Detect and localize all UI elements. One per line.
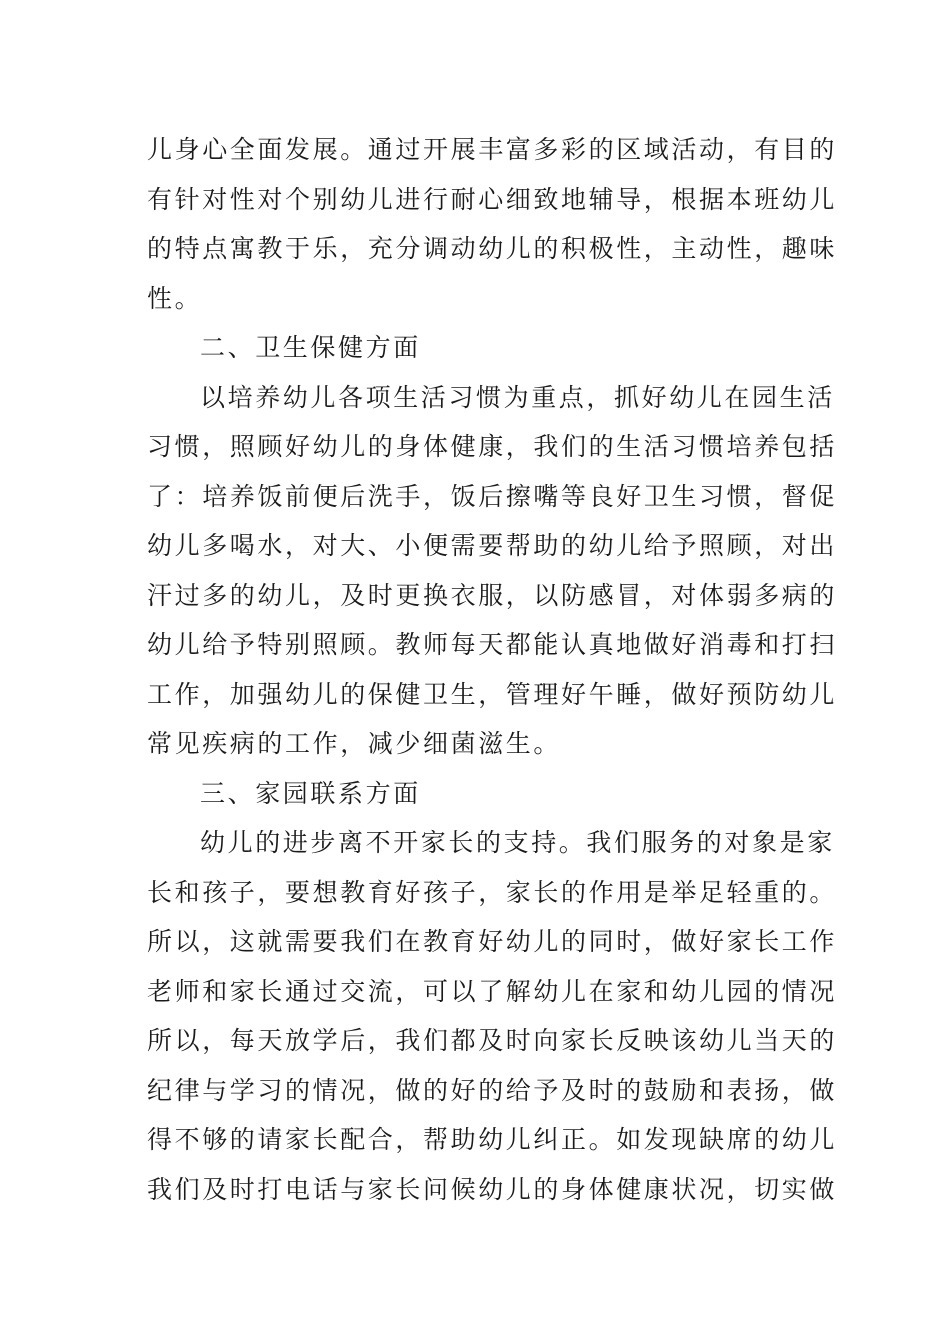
text-line: 纪律与学习的情况，做的好的给予及时的鼓励和表扬，做 — [147, 1075, 838, 1105]
text-line: 以培养幼儿各项生活习惯为重点，抓好幼儿在园生活 — [200, 382, 835, 412]
text-line: 了：培养饭前便后洗手，饭后擦嘴等良好卫生习惯，督促 — [147, 481, 838, 511]
text-line: 长和孩子，要想教育好孩子，家长的作用是举足轻重的。 — [147, 877, 838, 907]
text-line: 的特点寓教于乐，充分调动幼儿的积极性，主动性，趣味 — [147, 234, 838, 263]
text-line: 儿身心全面发展。通过开展丰富多彩的区域活动，有目的 — [147, 135, 838, 164]
text-line: 性。 — [147, 283, 203, 313]
text-line: 习惯，照顾好幼儿的身体健康，我们的生活习惯培养包括 — [147, 432, 838, 461]
text-line: 幼儿给予特别照顾。教师每天都能认真地做好消毒和打扫 — [147, 630, 838, 659]
text-line: 三、家园联系方面 — [200, 778, 421, 808]
text-line: 我们及时打电话与家长问候幼儿的身体健康状况，切实做 — [147, 1174, 838, 1204]
text-line: 所以，每天放学后，我们都及时向家长反映该幼儿当天的 — [147, 1026, 838, 1055]
text-line: 幼儿的进步离不开家长的支持。我们服务的对象是家 — [200, 828, 835, 857]
text-line: 老师和家长通过交流，可以了解幼儿在家和幼儿园的情况 — [147, 976, 838, 1006]
text-line: 汗过多的幼儿，及时更换衣服，以防感冒，对体弱多病的 — [147, 580, 838, 610]
text-line: 得不够的请家长配合，帮助幼儿纠正。如发现缺席的幼儿 — [147, 1125, 838, 1154]
document-body — [147, 125, 838, 1214]
text-line: 二、卫生保健方面 — [200, 333, 421, 362]
text-line: 有针对性对个别幼儿进行耐心细致地辅导，根据本班幼儿 — [147, 184, 838, 214]
text-line: 所以，这就需要我们在教育好幼儿的同时，做好家长工作 — [147, 927, 838, 956]
text-line: 幼儿多喝水，对大、小便需要帮助的幼儿给予照顾，对出 — [147, 531, 838, 560]
text-line: 常见疾病的工作，减少细菌滋生。 — [147, 729, 562, 758]
text-line: 工作，加强幼儿的保健卫生，管理好午睡，做好预防幼儿 — [147, 679, 838, 709]
